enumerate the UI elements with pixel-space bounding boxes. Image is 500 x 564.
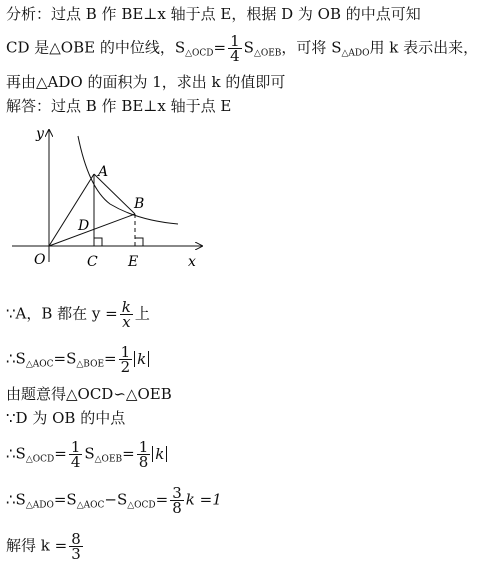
step-5-text-a: ∴S xyxy=(6,444,26,463)
step-6-text-d: = xyxy=(155,490,169,509)
label-d: D xyxy=(78,218,90,234)
step-6-text-b: =S xyxy=(53,490,77,509)
segment-ob xyxy=(49,214,135,246)
subscript-oeb: △OEB xyxy=(94,454,123,465)
step-6-text-c: −S xyxy=(104,490,128,509)
step-5-text-c: S xyxy=(84,444,95,463)
fraction-one-quarter xyxy=(69,440,83,469)
segment-oa xyxy=(49,174,94,246)
step-1-text-a: ∵A，B 都在 y = xyxy=(6,304,118,323)
fraction-numerator: 1 xyxy=(138,438,149,456)
fraction-denominator: 4 xyxy=(230,47,240,65)
step-6-text-e: k =1 xyxy=(185,490,222,509)
fraction-numerator: 1 xyxy=(70,438,81,456)
subscript-aoc: △AOC xyxy=(76,500,105,511)
fraction-one-eighth xyxy=(137,440,151,469)
subscript-oeb: △OEB xyxy=(253,48,282,59)
step-1-text-b: 上 xyxy=(134,304,150,323)
step-3: 由题意得△OCD∽△OEB xyxy=(6,385,172,403)
right-angle-mark-e xyxy=(135,238,143,246)
analysis-line-1: 分析：过点 B 作 BE⊥x 轴于点 E，根据 D 为 OB 的中点可知 xyxy=(6,5,421,23)
analysis-line-2-part-c: ，可将 S xyxy=(281,38,342,57)
step-2 xyxy=(6,345,149,375)
step-5 xyxy=(6,440,167,470)
label-o: O xyxy=(34,252,46,268)
step-2-text-a: ∴S xyxy=(6,349,26,368)
step-1 xyxy=(6,300,150,329)
step-2-text-c: = xyxy=(104,349,117,368)
fraction-denominator: 2 xyxy=(120,358,131,376)
right-angle-mark-c xyxy=(94,238,102,246)
fraction-one-quarter xyxy=(228,34,242,63)
analysis-line-3: 再由△ADO 的面积为 1，求出 k 的值即可 xyxy=(6,73,286,91)
step-6 xyxy=(6,486,222,516)
fraction-eight-thirds xyxy=(69,532,83,561)
subscript-ocd: △OCD xyxy=(25,454,55,465)
fraction-numerator: 1 xyxy=(230,32,240,50)
step-5-text-b: = xyxy=(54,444,67,463)
fraction-denominator: 8 xyxy=(138,453,149,471)
fraction-numerator: 3 xyxy=(172,484,182,502)
step-7-text-a: 解得 k = xyxy=(6,536,68,555)
step-6-text-a: ∴S xyxy=(6,490,26,509)
fraction-denominator: 3 xyxy=(71,545,81,563)
fraction-denominator: x xyxy=(120,314,133,329)
fraction-denominator: 4 xyxy=(70,453,81,471)
fraction-numerator: 1 xyxy=(120,343,131,361)
fraction-numerator: 8 xyxy=(71,530,81,548)
equals-sign: = xyxy=(213,38,227,57)
subscript-ado: △ADO xyxy=(25,500,54,511)
fraction-one-half xyxy=(119,345,133,374)
step-7 xyxy=(6,532,85,561)
fraction-k-over-x xyxy=(120,300,133,329)
analysis-line-2 xyxy=(6,34,478,64)
label-x: x xyxy=(188,254,196,270)
label-a: A xyxy=(98,164,109,180)
label-b: B xyxy=(134,196,145,212)
geometry-figure xyxy=(10,122,220,272)
step-5-text-d: = xyxy=(122,444,135,463)
label-e: E xyxy=(128,254,139,270)
fraction-denominator: 8 xyxy=(172,499,182,517)
subscript-boe: △BOE xyxy=(76,359,105,370)
analysis-line-2-part-b: S xyxy=(243,38,254,57)
hyperbola-curve xyxy=(78,136,178,224)
absolute-value-k: k xyxy=(134,351,149,367)
label-y: y xyxy=(36,126,44,142)
step-4: ∵D 为 OB 的中点 xyxy=(6,409,126,427)
label-c: C xyxy=(87,254,98,270)
absolute-value-k: k xyxy=(152,446,167,462)
fraction-three-eighths xyxy=(170,486,184,515)
subscript-ocd: △OCD xyxy=(127,500,156,511)
step-2-text-b: =S xyxy=(53,349,77,368)
subscript-ado: △ADO xyxy=(341,48,370,59)
subscript-ocd: △OCD xyxy=(185,48,214,59)
analysis-line-2-part-a: CD 是△OBE 的中位线，S xyxy=(6,38,186,57)
solution-heading: 解答：过点 B 作 BE⊥x 轴于点 E xyxy=(6,97,232,115)
analysis-line-2-part-d: 用 k 表示出来， xyxy=(369,38,479,57)
fraction-numerator: k xyxy=(121,298,131,316)
subscript-aoc: △AOC xyxy=(25,359,54,370)
